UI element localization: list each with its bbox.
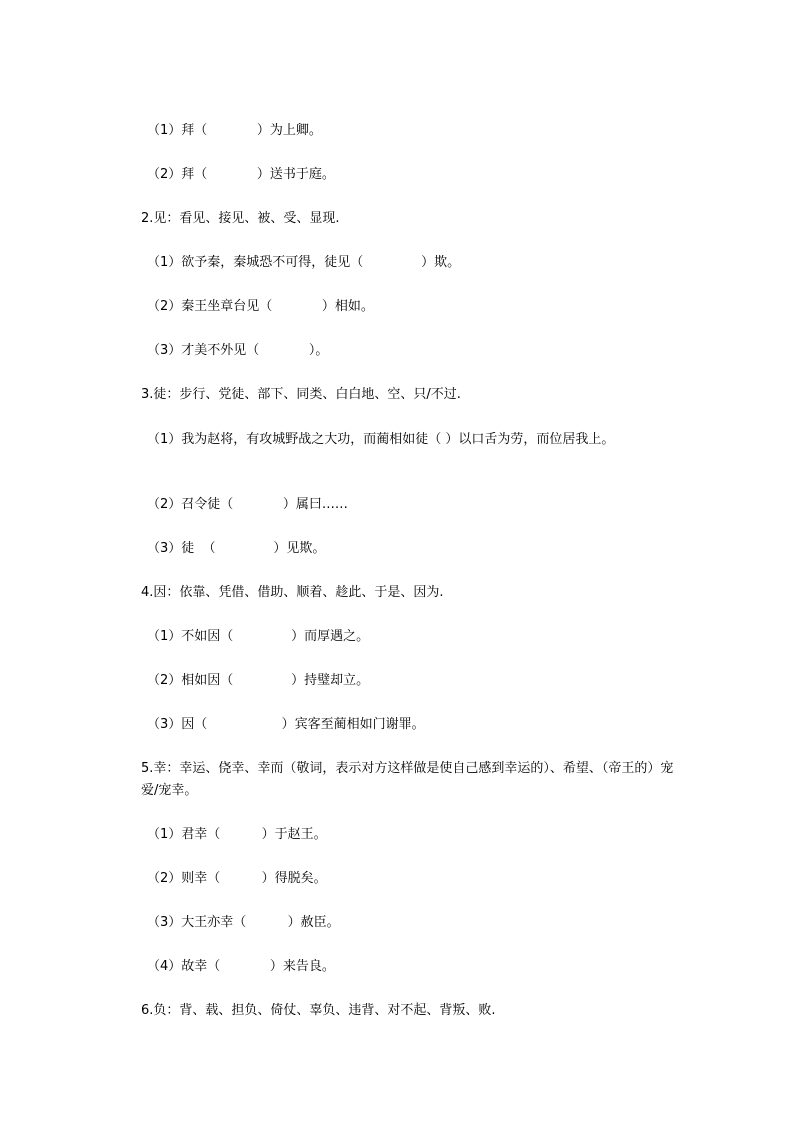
exercise-line: （1）我为赵将，有攻城野战之大功，而蔺相如徒（ ）以口舌为劳，而位居我上。	[147, 432, 615, 447]
exercise-line: （3）徒 （ ）见欺。	[147, 541, 326, 556]
section-heading: 5.幸：幸运、侥幸、幸而（敬词，表示对方这样做是使自己感到幸运的）、希望、（帝王的）宠爱/宠幸。	[141, 761, 674, 798]
exercise-line: （2）拜（ ）送书于庭。	[147, 167, 335, 182]
exercise-line: （2）相如因（ ）持璧却立。	[147, 673, 370, 688]
exercise-line: （3）大王亦幸（ ）赦臣。	[147, 915, 340, 930]
exercise-line: （2）秦王坐章台见（ ）相如。	[147, 299, 374, 314]
exercise-line: （1）君幸（ ）于赵王。	[147, 827, 327, 842]
exercise-line: （1）欲予秦，秦城恐不可得，徒见（ ）欺。	[147, 255, 461, 270]
section-heading: 4.因：依靠、凭借、借助、顺着、趁此、于是、因为.	[141, 585, 444, 600]
exercise-line: （4）故幸（ ）来告良。	[147, 959, 335, 974]
exercise-line: （1）不如因（ ）而厚遇之。	[147, 629, 370, 644]
exercise-line: （2）召令徒（ ）属曰……	[147, 497, 348, 512]
exercise-line: （3）因（ ）宾客至蔺相如门谢罪。	[147, 717, 425, 732]
exercise-line: （2）则幸（ ）得脱矣。	[147, 871, 327, 886]
section-heading: 6.负：背、载、担负、倚仗、辜负、违背、对不起、背叛、败.	[141, 1003, 496, 1018]
exercise-line: （1）拜（ ）为上卿。	[147, 123, 322, 138]
section-heading: 2.见：看见、接见、被、受、显现.	[141, 211, 340, 226]
exercise-line: （3）才美不外见（ ）。	[147, 343, 329, 358]
section-heading: 3.徒：步行、党徒、部下、同类、白白地、空、只/不过.	[141, 387, 461, 402]
